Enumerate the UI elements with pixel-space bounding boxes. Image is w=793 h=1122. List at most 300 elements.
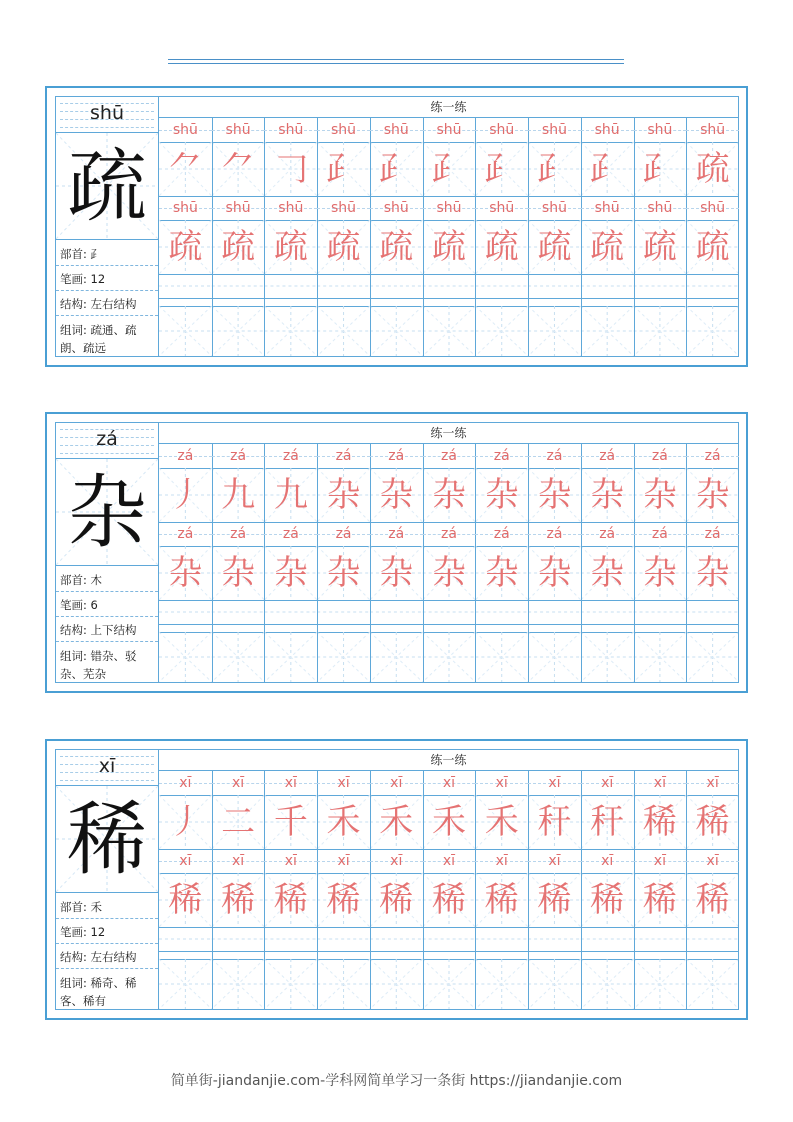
blank-writing-cell[interactable] xyxy=(581,632,634,682)
radical-info xyxy=(56,895,158,919)
trace-character: 杂 xyxy=(221,553,256,593)
pinyin-text: shū xyxy=(489,122,515,138)
blank-writing-cell[interactable] xyxy=(475,959,528,1009)
info-label: 组词: xyxy=(60,649,91,663)
stroke-pinyin-cell xyxy=(212,771,265,795)
trace-pinyin-cell xyxy=(581,849,634,873)
info-value: ⺪ xyxy=(90,247,103,261)
stroke-step-character: 丿 xyxy=(168,802,203,842)
pinyin-text: zá xyxy=(230,448,247,464)
trace-character-cell xyxy=(686,220,739,274)
pinyin-text: xī xyxy=(284,853,297,869)
stroke-order-cell xyxy=(370,142,423,196)
trace-character-cell xyxy=(159,873,212,927)
practice-title: 练一练 xyxy=(159,423,738,444)
trace-pinyin-cell xyxy=(634,849,687,873)
info-label: 结构: xyxy=(60,950,91,964)
trace-character: 稀 xyxy=(273,880,308,920)
trace-character-cell xyxy=(686,873,739,927)
stroke-order-cell xyxy=(317,795,370,849)
blank-writing-cell[interactable] xyxy=(264,959,317,1009)
stroke-step-character: 杂 xyxy=(379,475,414,515)
main-pinyin: xī xyxy=(98,755,116,777)
stroke-pinyin-cell xyxy=(212,118,265,142)
stroke-pinyin-cell xyxy=(686,444,739,468)
trace-character-cell xyxy=(212,873,265,927)
pinyin-text: zá xyxy=(704,448,721,464)
stroke-step-character: ⺈ xyxy=(168,149,203,189)
trace-pinyin-cell xyxy=(212,849,265,873)
pinyin-text: zá xyxy=(493,448,510,464)
header-double-rule xyxy=(168,59,624,64)
character-info-panel xyxy=(55,96,159,357)
trace-character-cell xyxy=(528,220,581,274)
stroke-pinyin-cell xyxy=(634,771,687,795)
stroke-order-cell xyxy=(528,468,581,522)
pinyin-text: zá xyxy=(388,526,405,542)
stroke-pinyin-cell xyxy=(423,771,476,795)
pinyin-text: zá xyxy=(177,448,194,464)
blank-writing-cell[interactable] xyxy=(264,632,317,682)
pinyin-text: shū xyxy=(172,122,198,138)
trace-character: 稀 xyxy=(431,880,466,920)
stroke-order-cell xyxy=(423,142,476,196)
stroke-order-cell xyxy=(317,142,370,196)
pinyin-text: xī xyxy=(442,853,456,869)
word-examples-line1: 错杂、驳 xyxy=(90,649,137,663)
stroke-pinyin-cell xyxy=(475,444,528,468)
stroke-order-cell xyxy=(423,468,476,522)
main-pinyin: zá xyxy=(96,428,118,450)
stroke-order-cell xyxy=(634,142,687,196)
trace-pinyin-cell xyxy=(212,196,265,220)
trace-character-cell xyxy=(634,220,687,274)
trace-pinyin-cell xyxy=(581,196,634,220)
trace-character: 疏 xyxy=(221,227,256,267)
blank-writing-cell[interactable] xyxy=(475,306,528,356)
blank-writing-cell[interactable] xyxy=(634,632,687,682)
trace-character-cell xyxy=(423,873,476,927)
blank-writing-cell[interactable] xyxy=(634,306,687,356)
trace-character: 稀 xyxy=(590,880,625,920)
blank-writing-cell[interactable] xyxy=(581,306,634,356)
pinyin-text: shū xyxy=(436,200,462,216)
pinyin-text: zá xyxy=(599,526,616,542)
pinyin-text: shū xyxy=(278,200,304,216)
trace-character: 稀 xyxy=(221,880,256,920)
trace-character: 杂 xyxy=(326,553,361,593)
blank-writing-cell[interactable] xyxy=(159,632,212,682)
stroke-order-cell xyxy=(475,468,528,522)
pinyin-text: zá xyxy=(546,448,563,464)
blank-writing-cell[interactable] xyxy=(317,959,370,1009)
stroke-step-character: 丿 xyxy=(168,475,203,515)
stroke-step-character: ⺪ xyxy=(431,149,466,189)
stroke-pinyin-cell xyxy=(264,771,317,795)
stroke-order-cell xyxy=(634,468,687,522)
stroke-order-cell xyxy=(686,142,739,196)
blank-writing-cell[interactable] xyxy=(423,306,476,356)
pinyin-text: xī xyxy=(179,775,192,791)
trace-character-cell xyxy=(634,546,687,600)
trace-character-cell xyxy=(423,546,476,600)
blank-writing-cell[interactable] xyxy=(317,306,370,356)
pinyin-text: xī xyxy=(231,853,245,869)
character-info-panel xyxy=(55,422,159,683)
trace-character: 杂 xyxy=(642,553,677,593)
trace-character: 稀 xyxy=(695,880,730,920)
info-label: 组词: xyxy=(60,323,91,337)
pinyin-text: xī xyxy=(231,775,245,791)
stroke-step-character: ⺪ xyxy=(590,149,625,189)
stroke-pinyin-cell xyxy=(634,118,687,142)
trace-character-cell xyxy=(264,873,317,927)
stroke-pinyin-cell xyxy=(581,771,634,795)
stroke-pinyin-cell xyxy=(686,118,739,142)
main-character-box xyxy=(56,133,158,240)
pinyin-text: xī xyxy=(179,853,192,869)
stroke-step-character: 九 xyxy=(273,475,308,515)
trace-character-cell xyxy=(581,873,634,927)
pinyin-text: shū xyxy=(436,122,462,138)
stroke-order-cell xyxy=(212,142,265,196)
stroke-pinyin-cell xyxy=(423,118,476,142)
stroke-pinyin-cell xyxy=(528,118,581,142)
pinyin-text: shū xyxy=(172,200,198,216)
stroke-order-cell xyxy=(264,468,317,522)
pinyin-box xyxy=(56,97,158,133)
info-label: 部首: xyxy=(60,900,91,914)
stroke-step-character: 杂 xyxy=(537,475,572,515)
stroke-pinyin-cell xyxy=(634,444,687,468)
trace-character-cell xyxy=(264,546,317,600)
pinyin-text: shū xyxy=(541,200,567,216)
trace-character: 稀 xyxy=(642,880,677,920)
stroke-step-character: ⺪ xyxy=(326,149,361,189)
stroke-order-cell xyxy=(264,795,317,849)
info-label: 部首: xyxy=(60,573,91,587)
stroke-order-cell xyxy=(686,795,739,849)
pinyin-text: shū xyxy=(383,200,409,216)
pinyin-text: zá xyxy=(441,448,457,464)
stroke-order-cell xyxy=(581,795,634,849)
stroke-pinyin-cell xyxy=(581,444,634,468)
trace-pinyin-cell xyxy=(370,196,423,220)
stroke-pinyin-cell xyxy=(528,444,581,468)
stroke-order-cell xyxy=(528,142,581,196)
pinyin-text: xī xyxy=(495,775,508,791)
blank-writing-cell[interactable] xyxy=(317,632,370,682)
info-value: 禾 xyxy=(90,900,103,914)
blank-writing-cell[interactable] xyxy=(264,306,317,356)
trace-character-cell xyxy=(528,873,581,927)
pinyin-text: xī xyxy=(548,853,561,869)
blank-writing-cell[interactable] xyxy=(159,306,212,356)
trace-character-cell xyxy=(581,546,634,600)
pinyin-text: shū xyxy=(700,122,726,138)
stroke-step-character: ⺪ xyxy=(484,149,519,189)
stroke-pinyin-cell xyxy=(475,118,528,142)
trace-character: 稀 xyxy=(379,880,414,920)
blank-writing-cell[interactable] xyxy=(686,306,739,356)
stroke-order-cell xyxy=(264,142,317,196)
blank-writing-cell[interactable] xyxy=(423,959,476,1009)
trace-character-cell xyxy=(475,546,528,600)
trace-character-cell xyxy=(317,220,370,274)
stroke-order-cell xyxy=(159,142,212,196)
blank-writing-cell[interactable] xyxy=(370,632,423,682)
structure-info xyxy=(56,618,158,642)
trace-pinyin-cell xyxy=(528,849,581,873)
pinyin-text: zá xyxy=(651,526,668,542)
pinyin-text: xī xyxy=(390,775,403,791)
trace-character-cell xyxy=(370,873,423,927)
pinyin-text: zá xyxy=(599,448,616,464)
pinyin-box xyxy=(56,750,158,786)
pinyin-text: zá xyxy=(335,448,352,464)
stroke-order-cell xyxy=(528,795,581,849)
pinyin-text: zá xyxy=(651,448,668,464)
trace-character: 杂 xyxy=(695,553,730,593)
trace-character-cell xyxy=(686,546,739,600)
trace-pinyin-cell xyxy=(159,196,212,220)
blank-writing-cell[interactable] xyxy=(370,306,423,356)
info-label: 组词: xyxy=(60,976,91,990)
info-value: 木 xyxy=(90,573,103,587)
trace-character: 疏 xyxy=(168,227,203,267)
blank-writing-cell[interactable] xyxy=(581,959,634,1009)
stroke-pinyin-cell xyxy=(528,771,581,795)
stroke-step-character: 千 xyxy=(273,802,308,842)
radical-info xyxy=(56,242,158,266)
main-character-box xyxy=(56,459,158,566)
pinyin-text: xī xyxy=(390,853,403,869)
pinyin-text: xī xyxy=(653,775,666,791)
blank-writing-cell[interactable] xyxy=(686,959,739,1009)
pinyin-text: xī xyxy=(337,853,350,869)
trace-pinyin-cell xyxy=(528,522,581,546)
info-value: 6 xyxy=(90,598,98,612)
stroke-pinyin-cell xyxy=(159,444,212,468)
main-character: 稀 xyxy=(67,793,147,886)
pinyin-text: shū xyxy=(489,200,515,216)
stroke-step-character: 禾 xyxy=(431,802,466,842)
word-examples-info xyxy=(56,647,158,683)
trace-pinyin-cell xyxy=(634,196,687,220)
stroke-count-info xyxy=(56,920,158,944)
trace-character: 杂 xyxy=(590,553,625,593)
info-value: 12 xyxy=(90,272,106,286)
stroke-order-cell xyxy=(317,468,370,522)
stroke-order-cell xyxy=(159,795,212,849)
stroke-order-cell xyxy=(634,795,687,849)
trace-character: 疏 xyxy=(642,227,677,267)
trace-character: 稀 xyxy=(168,880,203,920)
pinyin-text: xī xyxy=(601,853,614,869)
trace-pinyin-cell xyxy=(212,522,265,546)
stroke-step-character: 杂 xyxy=(642,475,677,515)
blank-writing-cell[interactable] xyxy=(212,306,265,356)
info-label: 笔画: xyxy=(60,272,91,286)
trace-character: 疏 xyxy=(326,227,361,267)
pinyin-text: shū xyxy=(331,122,357,138)
pinyin-text: zá xyxy=(704,526,721,542)
blank-writing-cell[interactable] xyxy=(528,959,581,1009)
trace-character: 疏 xyxy=(273,227,308,267)
main-character-box xyxy=(56,786,158,893)
trace-pinyin-cell xyxy=(686,196,739,220)
trace-pinyin-cell xyxy=(475,196,528,220)
practice-grid xyxy=(159,422,739,683)
blank-writing-cell[interactable] xyxy=(528,306,581,356)
stroke-step-character: ⺈ xyxy=(221,149,256,189)
info-label: 笔画: xyxy=(60,598,91,612)
stroke-pinyin-cell xyxy=(317,771,370,795)
blank-writing-cell[interactable] xyxy=(423,632,476,682)
trace-pinyin-cell xyxy=(370,522,423,546)
stroke-pinyin-cell xyxy=(581,118,634,142)
stroke-pinyin-cell xyxy=(370,118,423,142)
stroke-count-info xyxy=(56,267,158,291)
pinyin-text: shū xyxy=(647,200,673,216)
pinyin-text: shū xyxy=(225,200,251,216)
radical-info xyxy=(56,568,158,592)
pinyin-text: zá xyxy=(282,448,299,464)
pinyin-text: shū xyxy=(541,122,567,138)
practice-title: 练一练 xyxy=(159,750,738,771)
stroke-step-character: 稀 xyxy=(642,802,677,842)
trace-pinyin-cell xyxy=(686,522,739,546)
stroke-order-cell xyxy=(475,795,528,849)
word-examples-line1: 疏通、疏 xyxy=(90,323,137,337)
trace-character: 疏 xyxy=(695,227,730,267)
stroke-count-info xyxy=(56,593,158,617)
stroke-step-character: 禾 xyxy=(326,802,361,842)
footer-text: 简单街-jiandanjie.com-学科网简单学习一条街 https://jiandanjie.com xyxy=(170,1073,623,1089)
word-examples-info xyxy=(56,974,158,1010)
stroke-order-cell xyxy=(212,468,265,522)
trace-character: 疏 xyxy=(590,227,625,267)
pinyin-text: zá xyxy=(282,526,299,542)
stroke-pinyin-cell xyxy=(159,771,212,795)
trace-character-cell xyxy=(317,873,370,927)
trace-character: 稀 xyxy=(326,880,361,920)
info-label: 结构: xyxy=(60,623,91,637)
trace-character: 稀 xyxy=(484,880,519,920)
trace-character: 疏 xyxy=(431,227,466,267)
blank-writing-cell[interactable] xyxy=(528,632,581,682)
structure-info xyxy=(56,945,158,969)
pinyin-text: xī xyxy=(601,775,614,791)
pinyin-text: xī xyxy=(706,853,719,869)
character-card xyxy=(45,412,748,693)
trace-pinyin-cell xyxy=(423,849,476,873)
trace-pinyin-cell xyxy=(264,522,317,546)
stroke-step-character: ⺪ xyxy=(537,149,572,189)
info-label: 笔画: xyxy=(60,925,91,939)
trace-character: 杂 xyxy=(379,553,414,593)
info-value: 上下结构 xyxy=(90,623,137,637)
trace-pinyin-cell xyxy=(370,849,423,873)
stroke-step-character: 秆 xyxy=(537,802,572,842)
stroke-pinyin-cell xyxy=(370,444,423,468)
trace-pinyin-cell xyxy=(159,849,212,873)
character-card xyxy=(45,86,748,367)
stroke-step-character: 九 xyxy=(221,475,256,515)
pinyin-text: shū xyxy=(594,200,620,216)
blank-writing-cell[interactable] xyxy=(686,632,739,682)
trace-character: 疏 xyxy=(379,227,414,267)
practice-grid xyxy=(159,749,739,1010)
stroke-pinyin-cell xyxy=(686,771,739,795)
pinyin-text: zá xyxy=(441,526,457,542)
stroke-step-character: 杂 xyxy=(484,475,519,515)
pinyin-text: shū xyxy=(383,122,409,138)
blank-writing-cell[interactable] xyxy=(159,959,212,1009)
stroke-pinyin-cell xyxy=(423,444,476,468)
trace-character-cell xyxy=(317,546,370,600)
pinyin-text: shū xyxy=(331,200,357,216)
pinyin-text: zá xyxy=(177,526,194,542)
pinyin-text: zá xyxy=(388,448,405,464)
trace-character-cell xyxy=(475,220,528,274)
trace-pinyin-cell xyxy=(159,522,212,546)
info-label: 结构: xyxy=(60,297,91,311)
blank-writing-cell[interactable] xyxy=(370,959,423,1009)
stroke-pinyin-cell xyxy=(475,771,528,795)
main-character: 杂 xyxy=(67,466,147,559)
trace-character-cell xyxy=(212,546,265,600)
stroke-step-character: 疏 xyxy=(695,149,730,189)
trace-character-cell xyxy=(159,546,212,600)
trace-character: 杂 xyxy=(431,553,466,593)
stroke-step-character: 杂 xyxy=(695,475,730,515)
blank-writing-cell[interactable] xyxy=(212,632,265,682)
stroke-order-cell xyxy=(475,142,528,196)
trace-character-cell xyxy=(212,220,265,274)
trace-pinyin-cell xyxy=(581,522,634,546)
trace-character: 杂 xyxy=(168,553,203,593)
trace-pinyin-cell xyxy=(264,196,317,220)
info-value: 12 xyxy=(90,925,106,939)
trace-pinyin-cell xyxy=(423,522,476,546)
stroke-order-cell xyxy=(370,795,423,849)
trace-character-cell xyxy=(370,220,423,274)
blank-writing-cell[interactable] xyxy=(212,959,265,1009)
pinyin-text: xī xyxy=(706,775,719,791)
trace-character: 疏 xyxy=(484,227,519,267)
pinyin-text: xī xyxy=(495,853,508,869)
trace-character: 杂 xyxy=(484,553,519,593)
word-examples-line2: 杂、芜杂 xyxy=(60,667,106,681)
trace-pinyin-cell xyxy=(317,849,370,873)
pinyin-text: zá xyxy=(493,526,510,542)
info-label: 部首: xyxy=(60,247,91,261)
pinyin-text: zá xyxy=(546,526,563,542)
practice-grid xyxy=(159,96,739,357)
info-value: 左右结构 xyxy=(90,297,137,311)
pinyin-text: xī xyxy=(284,775,297,791)
blank-writing-cell[interactable] xyxy=(634,959,687,1009)
stroke-order-cell xyxy=(212,795,265,849)
trace-character-cell xyxy=(581,220,634,274)
blank-writing-cell[interactable] xyxy=(475,632,528,682)
stroke-step-character: 𠃌 xyxy=(273,149,308,189)
pinyin-text: xī xyxy=(653,853,666,869)
practice-title: 练一练 xyxy=(159,97,738,118)
trace-pinyin-cell xyxy=(528,196,581,220)
stroke-step-character: 杂 xyxy=(590,475,625,515)
